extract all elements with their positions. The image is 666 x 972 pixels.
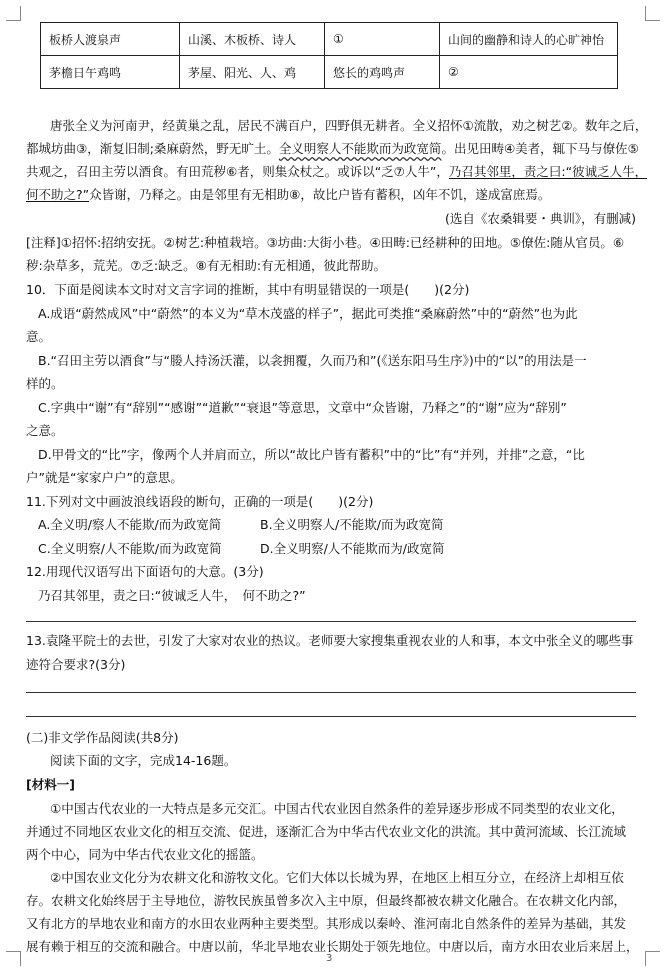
question-12-stem: 12.用现代汉语写出下面语句的大意。(3分)	[26, 564, 264, 579]
poem-analysis-table	[40, 22, 618, 89]
table-cell: 山间的幽静和诗人的心旷神怡	[440, 23, 618, 56]
page-number: 3	[326, 953, 333, 964]
crop-mark-bottom-right	[645, 951, 660, 966]
material-paragraph-2-line: 又有北方的旱地农业和南方的水田农业两种主要类型。其形成以秦岭、淮河南北自然条件的差异为基础，其发	[26, 916, 627, 931]
q10-option-b: B.“召田主劳以酒食”与“媵人持汤沃灌，以衾拥覆，久而乃和”(《送东阳马生序》)中的“以”的用法是一	[38, 353, 587, 368]
q10-option-d-cont: 户”就是“家家户户”的意思。	[26, 470, 183, 485]
q10-option-b-cont: 样的。	[26, 376, 64, 391]
table-cell: ②	[440, 56, 618, 89]
section-2-title: (二)非文学作品阅读(共8分)	[26, 730, 179, 745]
section-2-intro: 阅读下面的文字，完成14-16题。	[50, 753, 237, 768]
q10-option-a-cont: 意。	[26, 329, 52, 344]
answer-line	[26, 716, 636, 717]
table-cell: 茅檐日午鸡鸣	[41, 56, 180, 89]
wavy-underlined-sentence: 全义明察人不能欺而为政宽简	[278, 141, 442, 156]
notes-line-2: 秽:杂草多，荒芜。⑦乏:缺乏。⑧有无相助:有无相通，彼此帮助。	[26, 258, 387, 273]
question-13-line-2: 迹符合要求?(3分)	[26, 657, 126, 672]
table-row	[41, 56, 618, 89]
q12-quote: 乃召其邻里，责之曰:“彼诚乏人牛， 何不助之?”	[38, 588, 306, 603]
answer-line	[26, 692, 636, 693]
material-paragraph-1-line: 两个中心，同为中华古代农业文化的摇篮。	[26, 847, 264, 862]
material-paragraph-1-line: 并通过不同地区农业文化的相互交流、促进，逐渐汇合为中华古代农业文化的洪流。其中黄河流域、长江流域	[26, 824, 627, 839]
underlined-sentence: 乃召其邻里，责之曰:“彼诚乏人牛，	[448, 164, 648, 179]
table-cell: 板桥人渡泉声	[41, 23, 180, 56]
passage-line-2	[26, 141, 639, 157]
passage-text: 共观之，召田主劳以酒食。有田荒秽⑥者，则集众杖之。或诉以“乏⑦人牛”，	[26, 164, 449, 179]
underlined-sentence: 何不助之?”	[26, 187, 90, 202]
table-cell: ①	[325, 23, 440, 56]
passage-line-1: 唐张全义为河南尹，经黄巢之乱，居民不满百户，四野俱无耕者。全义招怀①流散，劝之树艺②。数年之后，	[50, 118, 648, 133]
q10-option-d: D.甲骨文的“比”字，像两个人并肩而立，所以“故比户皆有蓄积”中的“比”有“并列，并排”之意，“比	[38, 447, 585, 462]
q11-option-a: A.全义明/察人不能欺/而为政宽简	[38, 517, 222, 532]
passage-source: (选自《农桑辑要・典训》，有删减)	[444, 211, 636, 226]
answer-line	[26, 621, 636, 622]
passage-line-3	[26, 164, 648, 180]
table-cell: 茅屋、阳光、人、鸡	[180, 56, 325, 89]
question-11-stem: 11.下列对文中画波浪线语段的断句，正确的一项是( )(2分)	[26, 494, 374, 509]
question-13-line-1: 13.袁隆平院士的去世，引发了大家对农业的热议。老师要大家搜集重视农业的人和事，本文中张全义的哪些事	[26, 633, 634, 648]
crop-mark-top-left	[6, 6, 21, 21]
q11-option-d: D.全义明察/人不能欺而为/政宽简	[260, 541, 445, 556]
material-paragraph-2: ②中国农业文化分为农耕文化和游牧文化。它们大体以长城为界，在地区上相互分立，在经济上却相互依	[50, 870, 624, 885]
table-cell: 悠长的鸡鸣声	[325, 56, 440, 89]
table-cell: 山溪、木板桥、诗人	[180, 23, 325, 56]
passage-line-4	[26, 187, 636, 203]
passage-text: 。出见田畴④美者，辄下马与僚佐⑤	[441, 141, 639, 156]
material-paragraph-1: ①中国古代农业的一大特点是多元交汇。中国古代农业因自然条件的差异逐步形成不同类型的农业文化，	[50, 801, 624, 816]
material-heading: [材料一]	[26, 777, 75, 792]
q11-option-c: C.全义明察/人不能欺/而为政宽简	[38, 541, 222, 556]
table-row	[41, 23, 618, 56]
notes-line-1: [注释]①招怀:招纳安抚。②树艺:种植栽培。③坊曲:大街小巷。④田畴:已经耕种的田地。⑤僚佐:随从官员。⑥	[26, 235, 625, 250]
q10-option-c-cont: 之意。	[26, 423, 64, 438]
question-10-stem: 10．下面是阅读本文时对文言字词的推断，其中有明显错误的一项是( )(2分)	[26, 282, 470, 297]
q11-option-b: B.全义明察人/不能欺/而为政宽简	[260, 517, 444, 532]
passage-text: 都城坊曲③，渐复旧制;桑麻蔚然，野无旷土。	[26, 141, 279, 156]
material-paragraph-2-line: 存。农耕文化始终居于主导地位，游牧民族虽曾多次入主中原，但最终都被农耕文化融合。在农耕文化内部，	[26, 893, 627, 908]
material-paragraph-2-line: 展有赖于相互的交流和融合。中唐以前，华北旱地农业长期处于领先地位。中唐以后，南方水田农业后来居上，	[26, 939, 639, 954]
q10-option-a: A.成语“蔚然成风”中“蔚然”的本义为“草木茂盛的样子”，据此可类推“桑麻蔚然”中的“蔚然”也为此	[38, 306, 578, 321]
passage-text: 众皆谢，乃释之。由是邻里有无相助⑧，故比户皆有蓄积，凶年不饥，遂成富庶焉。	[89, 187, 551, 202]
q10-option-c: C.字典中“谢”有“辞别”“感谢”“道歉”“衰退”等意思，文章中“众皆谢，乃释之”的“谢”应为“辞别”	[38, 400, 567, 415]
crop-mark-bottom-left	[6, 951, 21, 966]
crop-mark-top-right	[645, 6, 660, 21]
